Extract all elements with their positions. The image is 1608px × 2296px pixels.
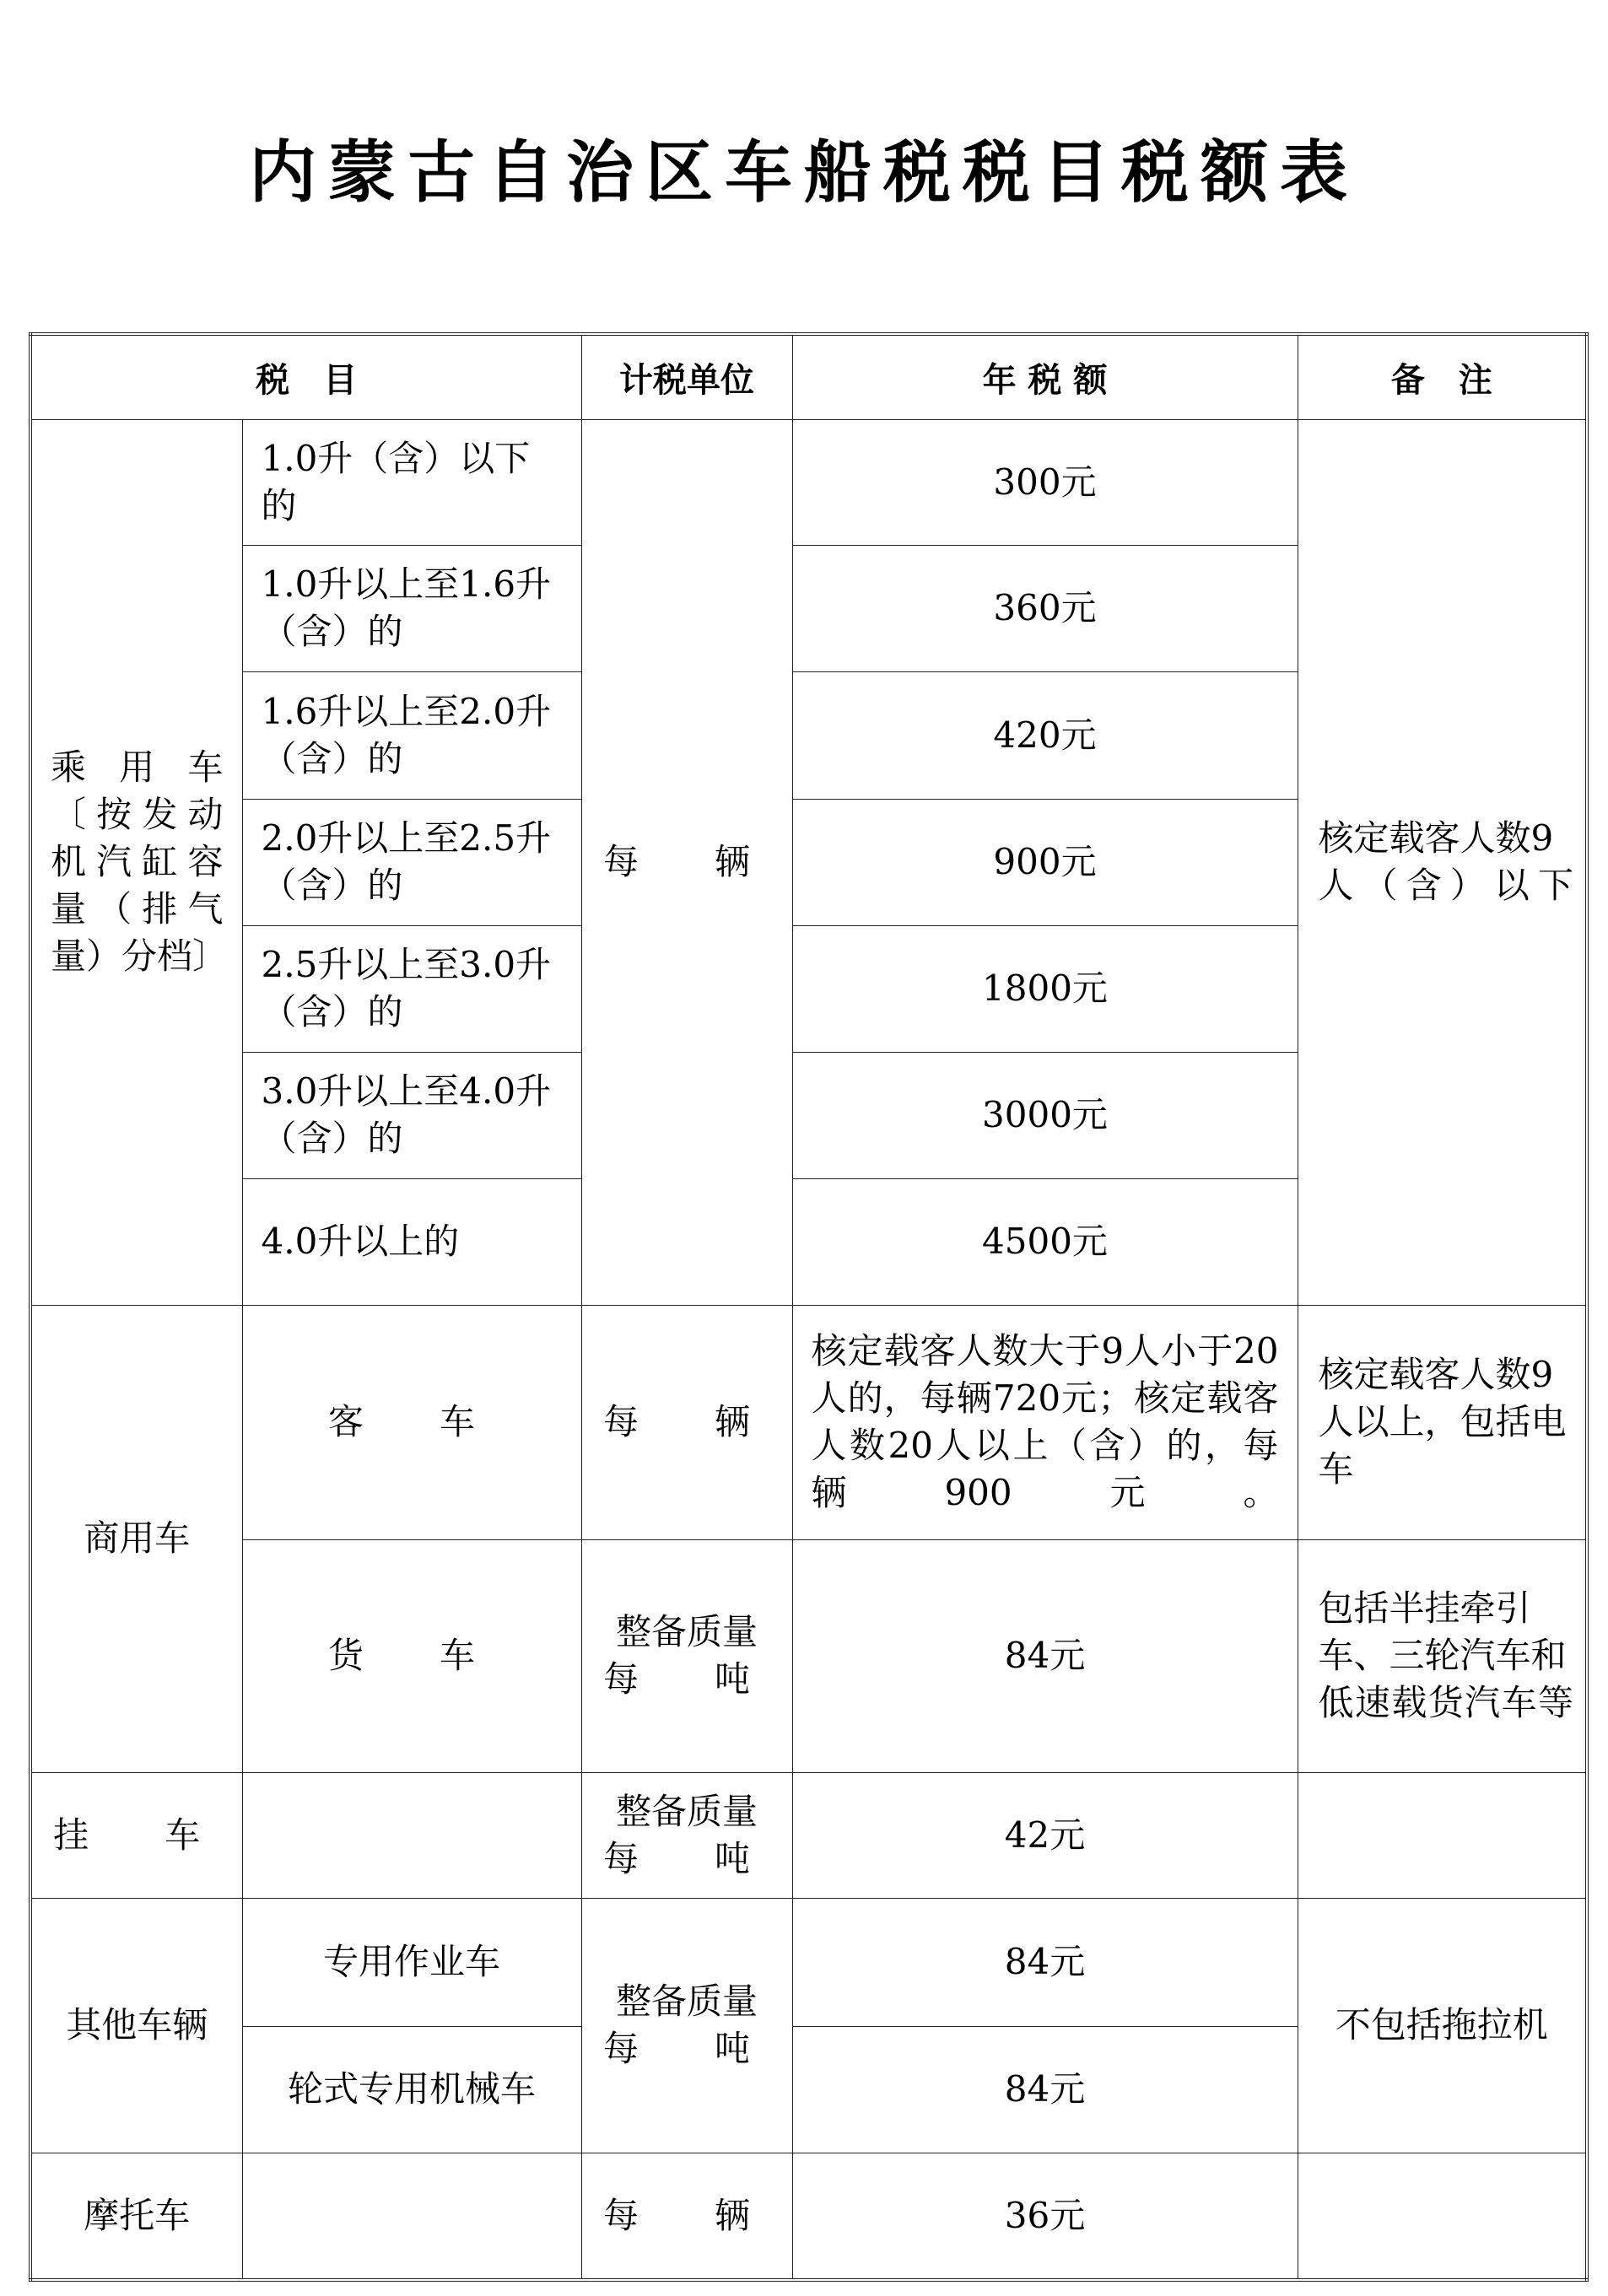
unit-line-1: 整备质量 — [615, 1611, 758, 1652]
sub-item: 4.0升以上的 — [242, 1178, 581, 1305]
table-row — [30, 2153, 1587, 2280]
unit-cell: 每 辆 — [581, 2153, 792, 2280]
amount-cell: 84元 — [792, 2026, 1298, 2153]
amount-cell: 1800元 — [792, 925, 1298, 1052]
sub-item: 3.0升以上至4.0升（含）的 — [242, 1052, 581, 1178]
amount-cell: 核定载客人数大于9人小于20人的，每辆720元；核定载客人数20人以上（含）的，每辆900元。 — [792, 1305, 1298, 1539]
table-header-row — [30, 334, 1587, 419]
sub-item: 客 车 — [242, 1305, 581, 1539]
unit-cell: 每 辆 — [581, 419, 792, 1305]
unit-line-2: 每 吨 — [602, 2028, 770, 2069]
amount-cell: 84元 — [792, 1898, 1298, 2026]
amount-cell: 900元 — [792, 799, 1298, 925]
header-item: 税 目 — [30, 334, 581, 419]
header-unit: 计税单位 — [581, 334, 792, 419]
sub-item: 2.0升以上至2.5升（含）的 — [242, 799, 581, 925]
unit-cell — [581, 1539, 792, 1772]
sub-item: 专用作业车 — [242, 1898, 581, 2026]
unit-line-1: 整备质量 — [615, 1790, 758, 1832]
page-title: 内蒙古自治区车船税税目税额表 — [249, 133, 1359, 212]
category-motorcycle: 摩托车 — [30, 2153, 242, 2280]
remark-cell: 包括半挂牵引车、三轮汽车和低速载货汽车等 — [1298, 1539, 1587, 1772]
header-remark: 备 注 — [1298, 334, 1587, 419]
amount-cell: 4500元 — [792, 1178, 1298, 1305]
unit-line-2: 每 吨 — [602, 1658, 770, 1700]
amount-cell: 42元 — [792, 1772, 1298, 1898]
table-row — [30, 1772, 1587, 1898]
table-row — [30, 1305, 1587, 1539]
sub-item: 货 车 — [242, 1539, 581, 1772]
unit-cell — [581, 1898, 792, 2153]
unit-cell: 每 辆 — [581, 1305, 792, 1539]
sub-item: 轮式专用机械车 — [242, 2026, 581, 2153]
header-amount: 年 税 额 — [792, 334, 1298, 419]
table-row — [30, 1539, 1587, 1772]
amount-cell: 360元 — [792, 545, 1298, 671]
remark-cell: 不包括拖拉机 — [1298, 1898, 1587, 2153]
amount-cell: 300元 — [792, 419, 1298, 545]
amount-cell: 3000元 — [792, 1052, 1298, 1178]
category-commercial-vehicle: 商用车 — [30, 1305, 242, 1772]
category-other-vehicles: 其他车辆 — [30, 1898, 242, 2153]
remark-cell — [1298, 1772, 1587, 1898]
table-row — [30, 419, 1587, 545]
sub-item — [242, 1772, 581, 1898]
sub-item: 1.0升以上至1.6升（含）的 — [242, 545, 581, 671]
sub-item: 1.0升（含）以下的 — [242, 419, 581, 545]
category-trailer: 挂 车 — [30, 1772, 242, 1898]
remark-cell: 核定载客人数9人以上，包括电车 — [1298, 1305, 1587, 1539]
unit-line-1: 整备质量 — [615, 1981, 758, 2022]
amount-cell: 36元 — [792, 2153, 1298, 2280]
sub-item: 1.6升以上至2.0升（含）的 — [242, 671, 581, 799]
table-row — [30, 1898, 1587, 2026]
unit-cell — [581, 1772, 792, 1898]
sub-item: 2.5升以上至3.0升（含）的 — [242, 925, 581, 1052]
amount-cell: 84元 — [792, 1539, 1298, 1772]
unit-line-2: 每 吨 — [602, 1837, 770, 1879]
tax-rate-table — [29, 332, 1589, 2282]
amount-cell: 420元 — [792, 671, 1298, 799]
category-passenger-car: 乘用车〔按发动机汽缸容量（排气量）分档〕 — [30, 419, 242, 1305]
remark-cell — [1298, 2153, 1587, 2280]
remark-cell: 核定载客人数9人（含）以下 — [1298, 419, 1587, 1305]
sub-item — [242, 2153, 581, 2280]
